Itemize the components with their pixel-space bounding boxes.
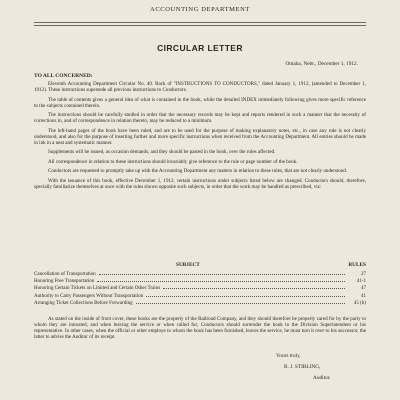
rule-number: 41 — [360, 292, 366, 299]
body-paragraph: Eleventh Accounting Department Circular No. 40. Back of "INSTRUCTIONS TO CONDUCTORS," dated January 1, 1912, (amended to December 1, 1912). These instructions supersede all previous instructions to Conductors. — [34, 81, 366, 94]
body-paragraph: The left-hand pages of the book have been ruled, and are to be used for the purpose of making explanatory notes, etc., in case any rule is not clearly understood, and also for the purpose of inserting further and more specific instructions when received from the Accounting Department. All entries should be made in ink in a neat and systematic manner. — [34, 127, 366, 146]
rule-number: 41-1 — [356, 278, 366, 285]
closing-section — [34, 316, 366, 340]
rules-column-header: RULES — [348, 262, 366, 268]
subject-row — [34, 278, 366, 285]
closing-paragraph: As stated on the inside of front cover, these books are the property of the Railroad Company, and they should therefore be properly cared for by the party to whom they are intrusted, and when leaving the service or when called for, Conductors should surrender the book to the Division Superintendent or his representative. In other cases, when the official or other employe to whom the book has been furnished, leaves the service, he must turn it over to his successor, the latter to advise the Auditor of its receipt. — [34, 316, 366, 341]
leader-dots — [136, 303, 345, 304]
dateline: Omaha, Nebr., December 1, 1912. — [285, 61, 358, 67]
body-paragraph: Supplements will be issued, as occasion demands, and they should be pasted in the book, over the rules affected. — [48, 149, 276, 156]
department-header: ACCOUNTING DEPARTMENT — [150, 6, 250, 13]
letter-body — [34, 81, 366, 193]
subject-label: Honoring Free Transportation — [34, 278, 95, 285]
body-paragraph: The table of contents gives a general idea of what is contained in the book, while the detailed INDEX immediately following gives more specific reference to the subjects contained therein. — [34, 96, 366, 109]
header-rule-top — [34, 22, 366, 23]
subject-column-header: SUBJECT — [176, 262, 200, 268]
rule-number: 27 — [360, 271, 366, 277]
leader-dots — [163, 288, 345, 289]
subject-row — [34, 293, 366, 300]
subject-row — [34, 285, 366, 292]
subject-row — [34, 271, 366, 278]
salutation: TO ALL CONCERNED: — [34, 73, 93, 79]
rule-number: 45 (b) — [353, 299, 366, 306]
leader-dots — [146, 296, 345, 297]
subject-row — [34, 300, 366, 307]
subject-label: Honoring Certain Tickets on Limited and Certain Other Trains — [34, 285, 161, 292]
leader-dots — [99, 274, 345, 275]
header-rule-bottom — [34, 25, 366, 26]
body-paragraph: All correspondence in relation to these instructions should invariably give reference to the rule or page number of the book. — [48, 158, 298, 165]
signer-name: B. J. STIRLING, — [284, 364, 321, 370]
signer-title: Auditor. — [313, 375, 331, 381]
valediction: Yours truly, — [276, 353, 301, 359]
letter-title: CIRCULAR LETTER — [157, 43, 243, 53]
rule-number: 47 — [360, 285, 366, 292]
subject-label: Arranging Ticket Collections Before Forwarding — [34, 299, 133, 306]
subject-label: Cancellation of Transportation — [34, 271, 96, 277]
body-paragraph: Conductors are requested to promptly take up with the Accounting Department any matters in relation to these rules, that are not clearly understood. — [48, 168, 348, 175]
body-paragraph: The instructions should be carefully studied in order that the necessary records may be kept and reports rendered in such a manner that the necessity of corrections in, and of correspondence in relation thereto, may be reduced to a minimum. — [34, 112, 366, 125]
subject-label: Authority to Carry Passengers Without Transportation — [34, 292, 144, 299]
leader-dots — [97, 281, 345, 282]
body-paragraph: With the issuance of this book, effective December 1, 1912, certain instructions under subjects listed below are changed. Conductors should, therefore, specially familiarize themselves at once with the rules shown opposite such subjects, in order that the work may be handled as prescribed, viz: — [34, 177, 366, 190]
subject-table — [34, 271, 366, 307]
